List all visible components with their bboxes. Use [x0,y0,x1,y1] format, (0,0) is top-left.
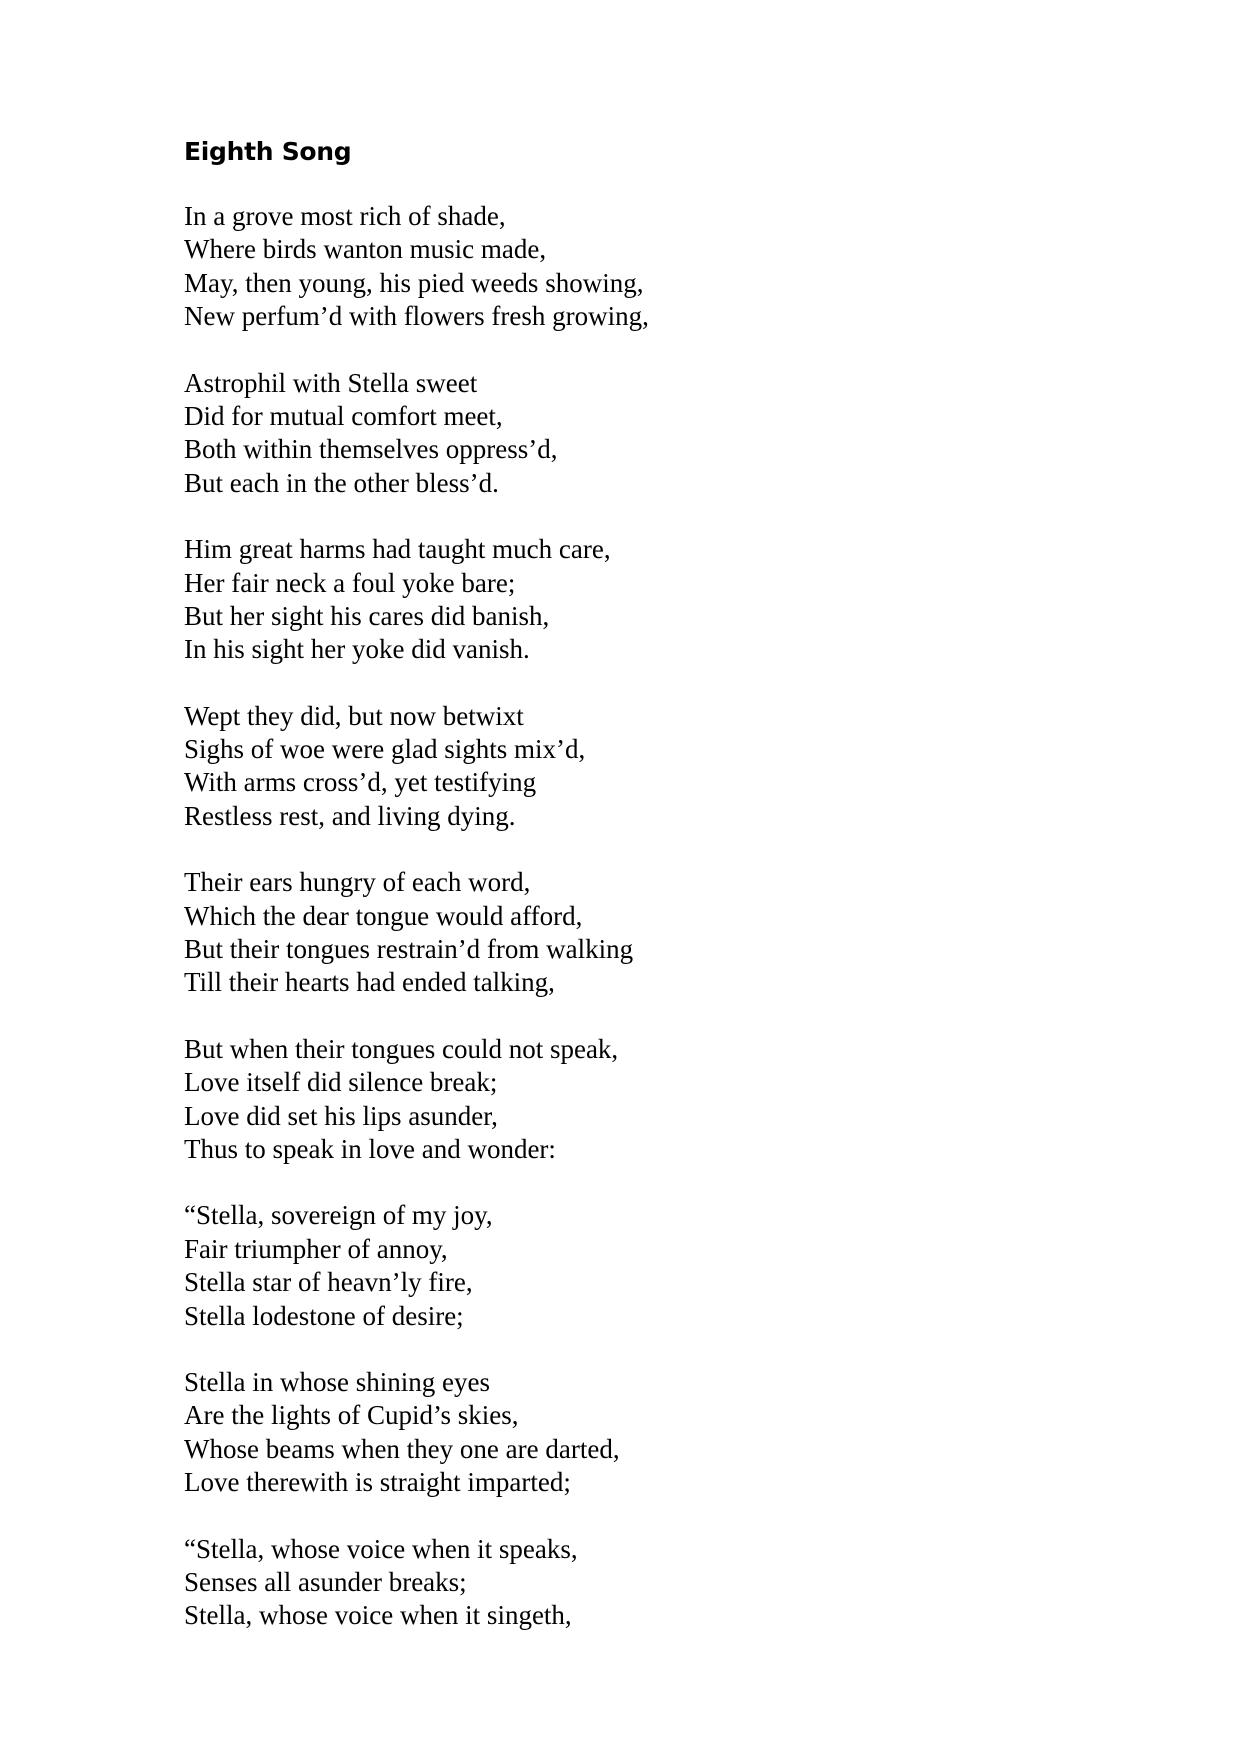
poem-line: Whose beams when they one are darted, [184,1433,620,1464]
poem-line: “Stella, sovereign of my joy, [184,1200,493,1231]
poem-line: Love did set his lips asunder, [184,1100,498,1131]
poem-line: Where birds wanton music made, [184,234,547,265]
stanza [184,1033,1084,1167]
poem-line: Stella star of heavn’ly fire, [184,1267,473,1298]
poem-line: May, then young, his pied weeds showing, [184,267,644,298]
poem-line: Him great harms had taught much care, [184,534,611,565]
poem-line: New perfum’d with flowers fresh growing, [184,301,649,332]
poem-line: Stella lodestone of desire; [184,1300,464,1331]
poem-line: But when their tongues could not speak, [184,1033,619,1064]
poem-line: Stella, whose voice when it singeth, [184,1600,572,1631]
poem-body [184,200,1084,1666]
poem-line: Fair triumpher of annoy, [184,1233,448,1264]
stanza [184,1199,1084,1333]
poem-line: Astrophil with Stella sweet [184,367,478,398]
poem-line: Both within themselves oppress’d, [184,434,558,465]
poem-line: In a grove most rich of shade, [184,201,506,231]
poem-line: But their tongues restrain’d from walking [184,934,634,965]
stanza [184,533,1084,667]
poem-line: Wept they did, but now betwixt [184,700,524,731]
stanza [184,700,1084,834]
poem-line: Did for mutual comfort meet, [184,400,503,431]
poem-line: “Stella, whose voice when it speaks, [184,1533,578,1564]
stanza [184,1533,1084,1633]
poem-line: Senses all asunder breaks; [184,1566,467,1597]
stanza [184,1366,1084,1500]
poem-line: Love therewith is straight imparted; [184,1467,571,1498]
poem-line: Sighs of woe were glad sights mix’d, [184,734,586,765]
poem-line: With arms cross’d, yet testifying [184,767,537,798]
poem-line: Restless rest, and living dying. [184,800,516,831]
poem-line: Thus to speak in love and wonder: [184,1133,556,1164]
stanza [184,200,1084,334]
poem-line: In his sight her yoke did vanish. [184,634,530,665]
poem-line: Her fair neck a foul yoke bare; [184,567,516,598]
poem-line: Till their hearts had ended talking, [184,967,555,998]
poem-line: Are the lights of Cupid’s skies, [184,1400,519,1431]
poem-line: Their ears hungry of each word, [184,867,531,898]
poem-line: Which the dear tongue would afford, [184,900,583,931]
poem-line: Stella in whose shining eyes [184,1366,490,1397]
stanza [184,866,1084,1000]
poem-line: Love itself did silence break; [184,1067,498,1098]
stanza [184,367,1084,501]
poem-title: Eighth Song [184,137,352,166]
poem-line: But her sight his cares did banish, [184,600,550,631]
poem-line: But each in the other bless’d. [184,467,499,498]
